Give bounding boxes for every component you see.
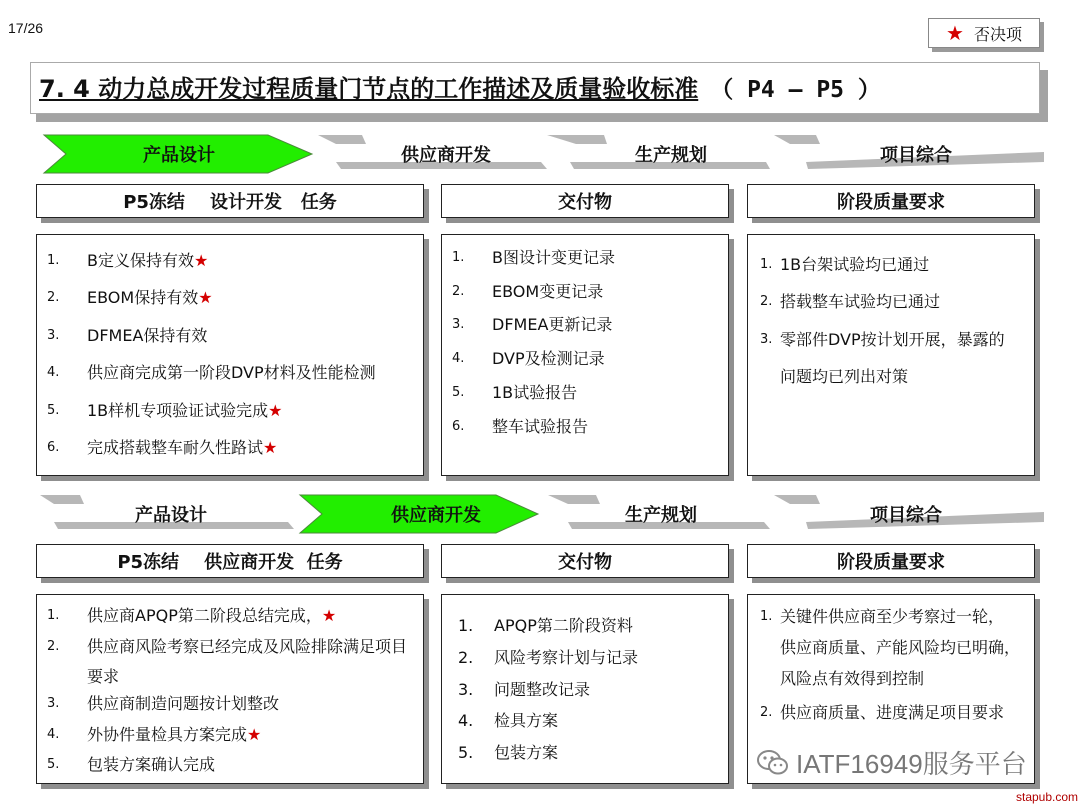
item-text — [37, 246, 417, 276]
header-quality-1: 阶段质量要求 — [747, 184, 1035, 218]
list-item — [442, 738, 722, 768]
item-line: 1B样机专项验证试验完成 — [87, 401, 269, 420]
item-line: 供应商APQP第二阶段总结完成， — [87, 606, 322, 625]
item-line: 要求 — [87, 667, 120, 686]
star-icon: ★ — [247, 725, 262, 744]
item-number: 5. — [47, 403, 60, 418]
item-text — [37, 750, 417, 780]
item-line: 整车试验报告 — [492, 417, 589, 436]
list-item — [442, 643, 722, 673]
header-deliverables-2: 交付物 — [441, 544, 729, 578]
item-text — [37, 358, 417, 388]
item-text — [37, 632, 417, 692]
item-text — [442, 344, 722, 374]
quality-box-1 — [747, 234, 1035, 476]
item-text — [442, 277, 722, 307]
deliverables-box-1 — [441, 234, 729, 476]
tasks-box-1 — [36, 234, 424, 476]
list-item — [442, 611, 722, 641]
title-main: 7. 4 动力总成开发过程质量门节点的工作描述及质量验收标准 — [39, 75, 699, 103]
list-item — [442, 412, 722, 442]
footer-url: stapub.com — [1016, 790, 1079, 804]
item-text — [748, 246, 1028, 283]
item-text — [748, 697, 1028, 728]
phase-label-production-plan: 生产规划 — [625, 505, 697, 526]
item-number: 2. — [458, 648, 474, 667]
phase-label-project-overall: 项目综合 — [880, 145, 952, 166]
list-item — [37, 689, 417, 719]
list-item — [37, 632, 417, 692]
phase-flow-design — [36, 132, 1048, 176]
item-line: 风险点有效得到控制 — [780, 669, 925, 688]
item-text — [442, 675, 722, 705]
item-line: 检具方案 — [494, 711, 559, 730]
item-text — [442, 378, 722, 408]
star-icon: ★ — [193, 251, 209, 270]
item-line: 供应商完成第一阶段DVP材料及性能检测 — [87, 363, 376, 382]
item-line: 包装方案确认完成 — [87, 755, 216, 774]
phase-label-product-design: 产品设计 — [143, 145, 215, 166]
item-number: 2. — [47, 290, 60, 305]
list-item — [37, 321, 417, 351]
item-line: DFMEA更新记录 — [492, 315, 613, 334]
legend-label: 否决项 — [973, 24, 1022, 44]
item-text — [37, 689, 417, 719]
list-item — [37, 720, 417, 750]
item-line: DVP及检测记录 — [492, 349, 605, 368]
item-number: 5. — [452, 385, 465, 400]
list-item — [442, 675, 722, 705]
item-text — [748, 601, 1028, 694]
item-text — [442, 243, 722, 273]
item-number: 3. — [47, 328, 60, 343]
list-item — [37, 358, 417, 388]
list-item — [442, 706, 722, 736]
item-line: 外协件量检具方案完成 — [87, 725, 248, 744]
item-text — [442, 738, 722, 768]
list-item — [37, 396, 417, 426]
phase-label-product-design: 产品设计 — [135, 505, 207, 526]
list-item — [37, 283, 417, 313]
item-number: 5. — [47, 757, 60, 772]
item-number: 3. — [760, 332, 773, 347]
item-line: APQP第二阶段资料 — [494, 616, 633, 635]
item-number: 1. — [47, 253, 60, 268]
item-text — [442, 310, 722, 340]
item-line: 风险考察计划与记录 — [494, 648, 639, 667]
item-line: 1B试验报告 — [492, 383, 578, 402]
item-number: 1. — [458, 616, 474, 635]
list-item — [37, 750, 417, 780]
watermark — [756, 744, 1027, 781]
header-quality-2: 阶段质量要求 — [747, 544, 1035, 578]
item-number: 2. — [47, 639, 60, 654]
item-number: 4. — [452, 351, 465, 366]
phase-arrow-4 — [774, 495, 820, 504]
item-number: 4. — [458, 711, 474, 730]
item-line: 零部件DVP按计划开展，暴露的 — [780, 330, 1005, 349]
phase-label-project-overall: 项目综合 — [870, 505, 942, 526]
tasks-box-2 — [36, 594, 424, 784]
watermark-text: IATF16949服务平台 — [796, 749, 1027, 779]
item-line: 问题整改记录 — [494, 680, 591, 699]
header-tasks-1: P5冻结 设计开发 任务 — [36, 184, 424, 218]
item-number: 1. — [47, 608, 60, 623]
item-text — [37, 601, 417, 631]
item-number: 1. — [760, 257, 773, 272]
star-icon: ★ — [321, 606, 337, 625]
list-item — [748, 321, 1028, 395]
deliverables-box-2 — [441, 594, 729, 784]
page-number: 17/26 — [8, 20, 44, 36]
item-number: 2. — [760, 705, 773, 720]
item-line: 关键件供应商至少考察过一轮， — [780, 607, 1005, 626]
list-item — [37, 246, 417, 276]
list-item — [442, 344, 722, 374]
phase-flow-supplier — [36, 492, 1048, 536]
wechat-icon — [756, 748, 790, 778]
star-icon: ★ — [946, 21, 964, 45]
item-number: 4. — [47, 365, 60, 380]
item-number: 6. — [47, 440, 60, 455]
star-icon: ★ — [198, 288, 213, 307]
item-text — [748, 321, 1028, 395]
star-icon: ★ — [268, 401, 283, 420]
header-deliverables-1: 交付物 — [441, 184, 729, 218]
item-number: 4. — [47, 727, 60, 742]
item-number: 3. — [47, 696, 60, 711]
item-number: 2. — [452, 284, 465, 299]
phase-label-supplier-dev: 供应商开发 — [391, 505, 481, 526]
list-item — [748, 601, 1028, 694]
slide-title — [30, 62, 1044, 118]
title-sub: （ P4 – P5 ） — [710, 77, 881, 103]
list-item — [442, 310, 722, 340]
star-icon: ★ — [263, 438, 278, 457]
legend — [928, 18, 1040, 48]
item-text — [442, 706, 722, 736]
item-text — [442, 643, 722, 673]
list-item — [748, 283, 1028, 320]
item-number: 3. — [458, 680, 474, 699]
item-line: 问题均已列出对策 — [780, 367, 909, 386]
item-text — [37, 283, 417, 313]
header-tasks-2: P5冻结 供应商开发 任务 — [36, 544, 424, 578]
item-text — [37, 720, 417, 750]
list-item — [37, 433, 417, 463]
item-text — [37, 396, 417, 426]
item-line: 供应商风险考察已经完成及风险排除满足项目 — [87, 637, 408, 656]
phase-label-production-plan: 生产规划 — [635, 145, 707, 166]
item-number: 2. — [760, 294, 773, 309]
item-line: 搭载整车试验均已通过 — [780, 292, 941, 311]
list-item — [748, 697, 1028, 728]
phase-arrow-2 — [318, 135, 366, 144]
item-line: EBOM保持有效 — [87, 288, 199, 307]
item-line: B定义保持有效 — [87, 251, 194, 270]
item-text — [442, 412, 722, 442]
item-line: 供应商质量、进度满足项目要求 — [780, 703, 1005, 722]
item-line: 1B台架试验均已通过 — [780, 255, 930, 274]
item-number: 1. — [760, 609, 773, 624]
item-number: 5. — [458, 743, 474, 762]
item-line: 供应商制造问题按计划整改 — [87, 694, 280, 713]
item-text — [37, 433, 417, 463]
list-item — [442, 378, 722, 408]
item-line: DFMEA保持有效 — [87, 326, 208, 345]
item-text — [442, 611, 722, 641]
list-item — [442, 277, 722, 307]
list-item — [748, 246, 1028, 283]
item-line: 包装方案 — [494, 743, 559, 762]
phase-arrow-1 — [40, 495, 84, 504]
item-number: 6. — [452, 419, 465, 434]
item-line: 供应商质量、产能风险均已明确， — [780, 638, 1021, 657]
list-item — [37, 601, 417, 631]
phase-arrow-4 — [774, 135, 820, 144]
item-line: 完成搭载整车耐久性路试 — [87, 438, 264, 457]
phase-label-supplier-dev: 供应商开发 — [401, 145, 491, 166]
item-number: 3. — [452, 317, 465, 332]
item-line: EBOM变更记录 — [492, 282, 604, 301]
item-line: B图设计变更记录 — [492, 248, 615, 267]
item-number: 1. — [452, 250, 465, 265]
item-text — [37, 321, 417, 351]
item-text — [748, 283, 1028, 320]
list-item — [442, 243, 722, 273]
